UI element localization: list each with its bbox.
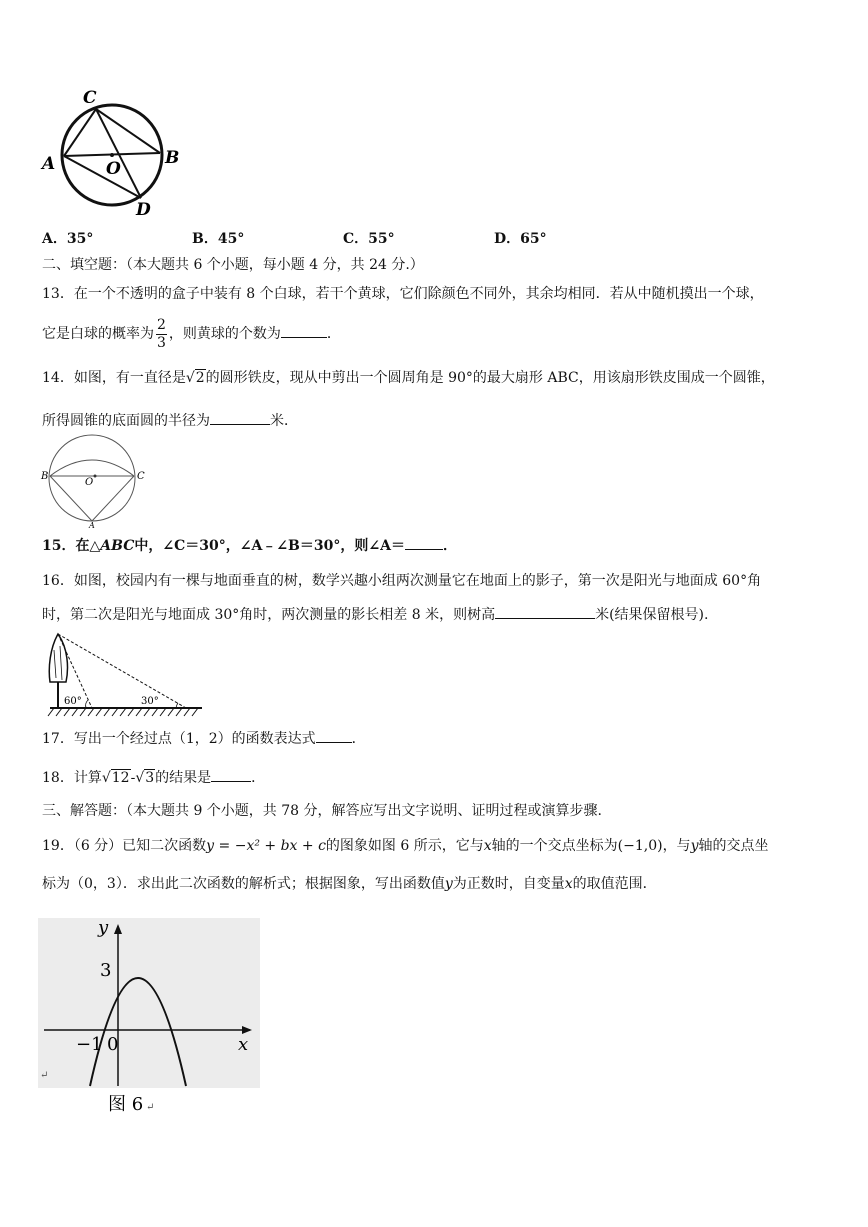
- q19-text-end: 轴的交点坐: [698, 838, 769, 854]
- label-o: O: [106, 159, 121, 179]
- y-variable: y: [690, 838, 699, 854]
- answer-blank-q15[interactable]: [405, 535, 443, 550]
- answer-blank-q18[interactable]: [211, 767, 251, 782]
- q16-line2-pre: 时，第二次是阳光与地面成 30°角时，两次测量的影长相差 8 米，则树高: [42, 607, 496, 623]
- circle-diagram: [38, 85, 188, 220]
- q12-option-a: A．35°: [42, 231, 94, 247]
- q17-line: [42, 728, 366, 749]
- label-c: C: [137, 471, 145, 482]
- angle-30: 30°: [141, 696, 159, 707]
- label-o: O: [85, 477, 94, 488]
- q12-option-c: C．55°: [343, 231, 395, 247]
- sqrt-12-radicand: 12: [111, 770, 130, 786]
- q18-line: [42, 767, 265, 788]
- sqrt-3-radicand: 3: [145, 770, 155, 786]
- sqrt-3: √3: [135, 770, 155, 786]
- minus-sign: -: [130, 770, 136, 786]
- return-mark: ↵: [40, 1070, 49, 1081]
- answer-blank-q13[interactable]: [281, 323, 327, 338]
- x-variable: x: [564, 876, 573, 892]
- answer-blank-q16[interactable]: [495, 604, 595, 619]
- x-axis-label: x: [238, 1034, 249, 1055]
- intersection-point: (−1,0): [617, 838, 663, 854]
- fraction-numerator: 2: [157, 316, 166, 333]
- q14-line2: [42, 410, 298, 431]
- q19-line1: [42, 836, 768, 856]
- answer-blank-q14[interactable]: [210, 410, 270, 425]
- q19-text-pre: 19．（6 分）已知二次函数: [42, 838, 207, 854]
- parabola-graph: [38, 918, 260, 1118]
- origin-label: 0: [107, 1034, 119, 1055]
- q15-end: ．: [442, 538, 457, 554]
- q19-text-mid: 的图象如图 6 所示，它与: [325, 838, 484, 854]
- q13-end: ．: [326, 326, 341, 342]
- q14-line1: [42, 368, 775, 388]
- answer-blank-q17[interactable]: [316, 728, 352, 743]
- q14-figure: [38, 434, 148, 529]
- q19-line2: [42, 874, 657, 894]
- q14-text-pre: 14．如图，有一直径是: [42, 370, 186, 386]
- q19-text-mid2: 轴的一个交点坐标为: [491, 838, 618, 854]
- q12-option-d: D．65°: [494, 231, 547, 247]
- quadratic-formula: y = −x² + bx + c: [206, 838, 326, 854]
- q15-line: [42, 535, 457, 556]
- q18-text-pre: 18．计算: [42, 770, 102, 786]
- q14-text-post: 的圆形铁皮，现从中剪出一个圆周角是 90°的最大扇形 ABC，用该扇形铁皮围成一个圆锥，: [205, 370, 775, 386]
- q14-line2-post: 米．: [270, 413, 298, 429]
- x-variable: x: [483, 838, 492, 854]
- q19-line2-mid: 为正数时，自变量: [452, 876, 565, 892]
- triangle-name: ABC: [100, 538, 135, 554]
- tree-shadow-diagram: [42, 628, 207, 720]
- label-c: C: [83, 88, 97, 108]
- q17-text-pre: 17．写出一个经过点（1，2）的函数表达式: [42, 731, 316, 747]
- sqrt-12: √12: [101, 770, 130, 786]
- q19-line2-end: 的取值范围．: [572, 876, 657, 892]
- caption-return-mark: ↵: [146, 1102, 155, 1113]
- q13-line2: [42, 314, 341, 354]
- figure-6: [38, 918, 260, 1118]
- section2-heading: 二、填空题：（本大题共 6 个小题，每小题 4 分，共 24 分.）: [42, 257, 424, 273]
- label-b: B: [165, 148, 180, 168]
- q14-line2-pre: 所得圆锥的底面圆的半径为: [42, 413, 210, 429]
- label-d: D: [136, 200, 151, 220]
- probability-fraction: [156, 317, 167, 352]
- q15-text-mid: 中，∠C＝30°，∠A﹣∠B＝30°，则∠A＝: [134, 538, 405, 554]
- label-a: A: [42, 154, 56, 174]
- q12-option-b: B．45°: [192, 231, 245, 247]
- q16-line2-post: 米(结果保留根号).: [595, 607, 709, 623]
- q18-end: ．: [251, 770, 266, 786]
- sqrt-radicand: 2: [195, 370, 205, 386]
- q15-text-pre: 15．在△: [42, 538, 101, 554]
- q13-text-post: ，则黄球的个数为: [168, 326, 281, 342]
- fraction-denominator: 3: [157, 334, 166, 351]
- q13-text-pre: 它是白球的概率为: [42, 326, 154, 342]
- q16-line2: [42, 604, 708, 625]
- figure-caption: 图 6: [108, 1094, 144, 1115]
- label-b: B: [41, 471, 49, 482]
- tick-3: 3: [100, 960, 112, 981]
- q12-figure: [38, 85, 188, 220]
- sector-diagram: [38, 434, 148, 529]
- q18-text-post: 的结果是: [155, 770, 212, 786]
- sqrt-expression: √2: [185, 370, 205, 386]
- label-a: A: [89, 521, 95, 529]
- section3-heading: 三、解答题：（本大题共 9 个小题，共 78 分，解答应写出文字说明、证明过程或演算步骤.: [42, 803, 602, 819]
- q13-line1: 13．在一个不透明的盒子中装有 8 个白球，若干个黄球，它们除颜色不同外，其余均相同．若从中随机摸出一个球，: [42, 286, 764, 302]
- y-variable: y: [444, 876, 453, 892]
- q17-end: ．: [351, 731, 366, 747]
- q19-text-mid3: ，与: [662, 838, 691, 854]
- q16-figure: [42, 628, 207, 720]
- tick-neg1: −1: [76, 1034, 103, 1055]
- angle-60: 60°: [64, 696, 82, 707]
- q19-line2-pre: 标为（0，3）．求出此二次函数的解析式；根据图象，写出函数值: [42, 876, 445, 892]
- q16-line1: 16．如图，校园内有一棵与地面垂直的树，数学兴趣小组两次测量它在地面上的影子，第一次是阳光与地面成 60°角: [42, 573, 762, 589]
- y-axis-label: y: [98, 918, 109, 938]
